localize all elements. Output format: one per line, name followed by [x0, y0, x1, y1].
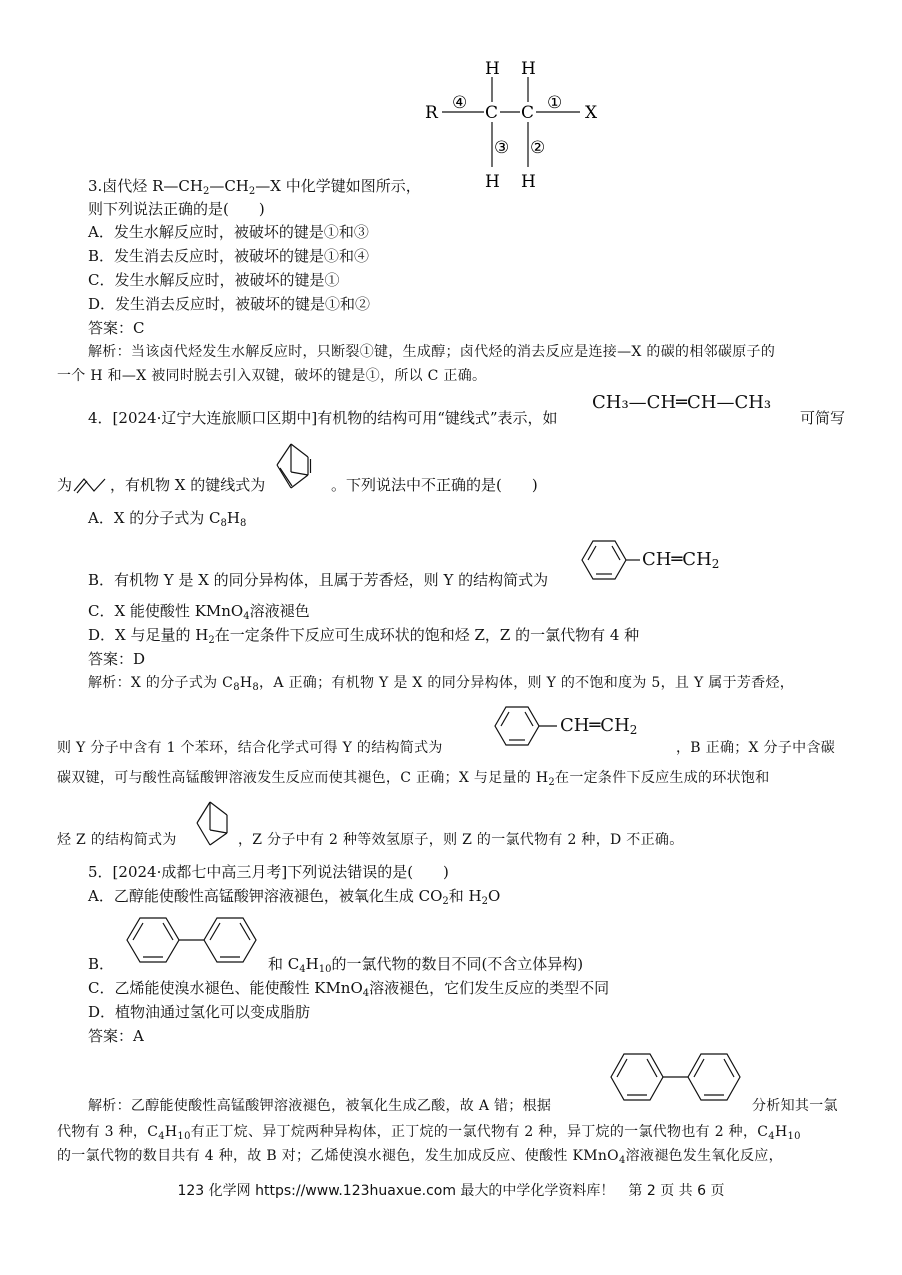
q4-stem-line2-end: 。下列说法中不正确的是( )	[331, 476, 538, 494]
q5-option-d: D．植物油通过氢化可以变成脂肪	[88, 1003, 311, 1021]
q5-analysis-line1-start: 解析：乙醇能使酸性高锰酸钾溶液褪色，被氧化生成乙酸，故 A 错；根据	[88, 1098, 552, 1114]
q4-stem-line2-mid: ，有机物 X 的键线式为	[110, 476, 266, 494]
q5-stem: 5．[2024·成都七中高三月考]下列说法错误的是( )	[88, 863, 449, 881]
q5-option-c: C．乙烯能使溴水褪色、能使酸性 KMnO$_4$溶液褪色，它们发生反应的类型不同	[88, 979, 610, 999]
q5-answer: 答案：A	[88, 1027, 144, 1045]
q5-option-b-text: 和 $C_4H_{10}$的一氯代物的数目不同(不含立体异构)	[268, 955, 584, 975]
q3-stem: 3.卤代烃 $R—CH_2—CH_2—X$ 中化学键如图所示，	[88, 177, 421, 197]
bond-3-marker: ③	[494, 138, 510, 158]
q3-option-a: A．发生水解反应时，被破坏的键是①和③	[88, 223, 369, 241]
hydrogen-bottom-left: H	[485, 172, 500, 192]
butene-formula: CH₃—CH═CH—CH₃	[592, 392, 772, 413]
q3-stem-line2: 则下列说法正确的是( )	[88, 200, 265, 218]
bicyclooctane-skeletal-icon	[195, 798, 240, 850]
q3-option-b: B．发生消去反应时，被破坏的键是①和④	[88, 247, 370, 265]
q4-stem: 4．[2024·辽宁大连旅顺口区期中]有机物的结构可用“键线式”表示，如	[88, 409, 558, 427]
butene-skeletal-icon	[73, 474, 107, 494]
q4-stem-line2-start: 为	[57, 476, 73, 494]
q3-analysis-line1: 解析：当该卤代烃发生水解反应时，只断裂①键，生成醇；卤代烃的消去反应是连接—X 的碳的相邻碳原子的	[88, 344, 776, 360]
bond-4-marker: ④	[452, 93, 468, 113]
q4-analysis-line4-start: 烃 Z 的结构简式为	[57, 832, 177, 848]
q4-analysis-line4-end: ，Z 分子中有 2 种等效氢原子，则 Z 的一氯代物有 2 种，D 不正确。	[238, 832, 684, 848]
hydrogen-bottom-right: H	[521, 172, 536, 192]
q4-option-c: C．X 能使酸性 KMnO$_4$溶液褪色	[88, 602, 310, 622]
bicyclooctadiene-skeletal-icon	[274, 441, 324, 493]
q4-analysis-line3: 碳双键，可与酸性高锰酸钾溶液发生反应而使其褪色，C 正确；X 与足量的 $H_2$在一定条件下反应生成的环状饱和	[57, 770, 770, 788]
q3-analysis-line2: 一个 H 和—X 被同时脱去引入双键，破坏的键是①，所以 C 正确。	[57, 368, 487, 384]
q5-option-a: A．乙醇能使酸性高锰酸钾溶液褪色，被氧化生成 $CO_2$和 $H_2O$	[88, 887, 501, 907]
r-group-label: R	[425, 103, 438, 123]
q4-analysis-line1: 解析：X 的分子式为 $C_8H_8$，A 正确；有机物 Y 是 X 的同分异构体，则 Y 的不饱和度为 5，且 Y 属于芳香烃，	[88, 675, 795, 693]
hydrogen-top-right: H	[521, 59, 536, 79]
styrene-vinyl-group-2: $CH═CH_2$	[560, 715, 638, 737]
bond-1-marker: ①	[547, 93, 563, 113]
q4-option-b: B．有机物 Y 是 X 的同分异构体，且属于芳香烃，则 Y 的结构简式为	[88, 571, 549, 589]
biphenyl-structure-icon	[122, 914, 267, 970]
styrene-benzene-ring-icon-2	[485, 702, 560, 752]
biphenyl-structure-icon-2	[606, 1050, 751, 1108]
q5-analysis-line1-end: 分析知其一氯	[752, 1098, 838, 1114]
q4-analysis-line2-start: 则 Y 分子中含有 1 个苯环，结合化学式可得 Y 的结构简式为	[57, 740, 443, 756]
q3-option-c: C．发生水解反应时，被破坏的键是①	[88, 271, 340, 289]
hydrogen-top-left: H	[485, 59, 500, 79]
bond-2-marker: ②	[530, 138, 546, 158]
q3-option-d: D．发生消去反应时，被破坏的键是①和②	[88, 295, 371, 313]
page-footer: 123 化学网 https://www.123huaxue.com 最大的中学化学资料库！ 第 2 页 共 6 页	[177, 1183, 725, 1199]
q4-answer: 答案：D	[88, 650, 146, 668]
haloalkane-bond-diagram	[420, 55, 610, 195]
styrene-vinyl-group: $CH═CH_2$	[642, 549, 720, 571]
q3-answer: 答案：C	[88, 319, 145, 337]
q4-analysis-line2-end: ，B 正确；X 分子中含碳	[676, 740, 836, 756]
q4-stem-tail: 可简写	[800, 409, 846, 427]
q5-analysis-line2: 代物有 3 种，$C_4H_{10}$有正丁烷、异丁烷两种异构体，正丁烷的一氯代物有 2 种，异丁烷的一氯代物也有 2 种，$C_4H_{10}$	[57, 1124, 801, 1142]
x-group-label: X	[585, 103, 598, 123]
q4-option-d: D．X 与足量的 $H_2$在一定条件下反应可生成环状的饱和烃 Z，Z 的一氯代物有 4 种	[88, 626, 640, 646]
q5-option-b-label: B．	[88, 955, 115, 973]
styrene-benzene-ring-icon	[572, 536, 642, 586]
q5-analysis-line3: 的一氯代物的数目共有 4 种，故 B 对；乙烯使溴水褪色，发生加成反应、使酸性 KMnO$_4$溶液褪色发生氧化反应，	[57, 1148, 783, 1166]
carbon-1-label: C	[485, 103, 499, 123]
carbon-2-label: C	[521, 103, 535, 123]
q4-option-a: A．X 的分子式为 $C_8H_8$	[88, 509, 247, 529]
